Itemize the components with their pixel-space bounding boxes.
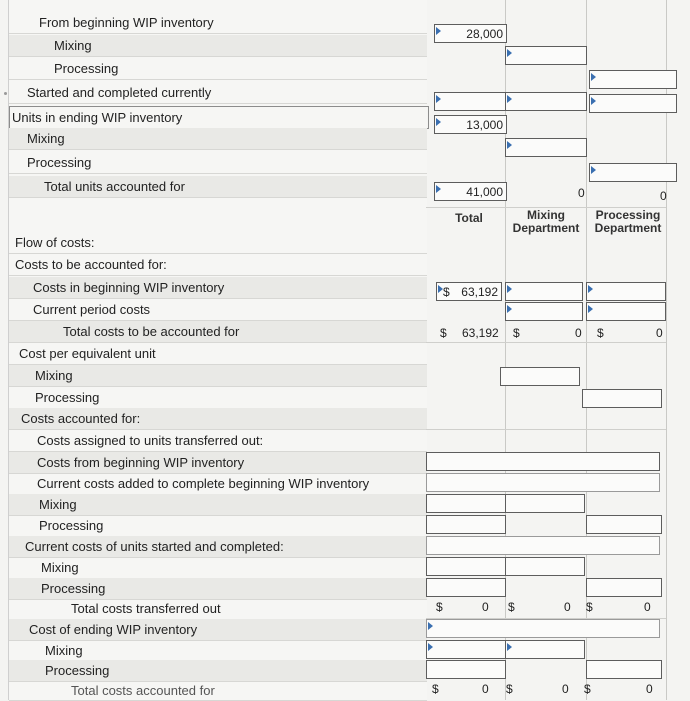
total-units-mixing-value: 0	[578, 186, 585, 200]
ewip-mixing-total-input[interactable]	[426, 640, 506, 659]
ewip-mixing-dept-input[interactable]	[505, 640, 585, 659]
row-label: Costs in beginning WIP inventory	[33, 280, 225, 295]
transferred-mixing-value: 0	[564, 600, 571, 614]
row-label: Costs from beginning WIP inventory	[37, 455, 245, 470]
row-divider	[426, 207, 666, 208]
row-label: Processing	[54, 61, 119, 76]
input-marker-icon	[507, 285, 512, 293]
row-label: Cost of ending WIP inventory	[29, 622, 198, 637]
costs-beginning-wip-total-input[interactable]	[436, 282, 502, 301]
currency-sign: $	[508, 600, 515, 614]
beginning-wip-mixing-input[interactable]	[505, 46, 587, 65]
total-costs-total-value: 63,192	[462, 326, 499, 340]
started-completed-mixing-input[interactable]	[505, 92, 587, 111]
currency-sign: $	[436, 600, 443, 614]
row-label: Mixing	[39, 497, 77, 512]
transferred-total-value: 0	[482, 600, 489, 614]
row-label: Cost per equivalent unit	[19, 346, 156, 361]
input-marker-icon	[591, 166, 596, 174]
current-costs-complete-row-input[interactable]	[426, 473, 660, 492]
total-units-processing-value: 0	[660, 189, 667, 203]
cost-per-eu-processing-input[interactable]	[582, 389, 662, 408]
currency-sign: $	[506, 682, 513, 696]
current-costs-mixing-input[interactable]	[505, 302, 583, 321]
input-marker-icon	[588, 285, 593, 293]
row-label: Costs to be accounted for:	[15, 257, 167, 272]
row-label: Total units accounted for	[44, 179, 185, 194]
total-costs-mixing-value: 0	[575, 326, 582, 340]
input-marker-icon	[436, 27, 441, 35]
started-completed-total-input[interactable]	[434, 92, 507, 111]
currency-sign: $	[440, 326, 447, 340]
row-label: Mixing	[45, 643, 83, 658]
row-label: Processing	[45, 663, 110, 678]
row-label: Current costs of units started and completed:	[25, 539, 284, 554]
input-value: 13,000	[466, 118, 503, 132]
input-marker-icon	[507, 49, 512, 57]
transfer-mixing-total-input[interactable]	[426, 494, 506, 513]
row-label: Flow of costs:	[15, 235, 95, 250]
input-marker-icon	[588, 305, 593, 313]
header-mixing-department: Mixing Department	[512, 208, 580, 235]
row-label: Processing	[39, 518, 104, 533]
currency-sign: $	[432, 682, 439, 696]
row-label: Total costs to be accounted for	[63, 324, 240, 339]
input-marker-icon	[591, 97, 596, 105]
beginning-wip-total-input[interactable]	[434, 24, 507, 43]
input-marker-icon	[507, 305, 512, 313]
input-marker-icon	[507, 95, 512, 103]
transfer-processing-total-input[interactable]	[426, 515, 506, 534]
row-label: Costs assigned to units transferred out:	[37, 433, 264, 448]
row-label: Mixing	[27, 131, 65, 146]
sc-processing-dept-input[interactable]	[586, 578, 662, 597]
row-label: Started and completed currently	[27, 85, 212, 100]
bullet-dot	[4, 92, 7, 95]
input-marker-icon	[436, 118, 441, 126]
beginning-wip-processing-input[interactable]	[589, 70, 677, 89]
input-marker-icon	[428, 643, 433, 651]
accounted-processing-value: 0	[646, 682, 653, 696]
ewip-processing-total-input[interactable]	[426, 660, 506, 679]
transferred-processing-value: 0	[644, 600, 651, 614]
sc-processing-total-input[interactable]	[426, 578, 506, 597]
ending-wip-mixing-input[interactable]	[505, 138, 587, 157]
row-label: Processing	[41, 581, 106, 596]
row-label: Current period costs	[33, 302, 151, 317]
currency-sign: $	[586, 600, 593, 614]
ewip-processing-dept-input[interactable]	[586, 660, 662, 679]
row-label: Total costs accounted for	[71, 683, 215, 698]
currency-sign: $	[597, 326, 604, 340]
row-label: From beginning WIP inventory	[39, 15, 214, 30]
row-label: Total costs transferred out	[71, 601, 221, 616]
accounted-mixing-value: 0	[562, 682, 569, 696]
ending-wip-total-input[interactable]	[434, 115, 507, 134]
currency-sign: $	[443, 285, 450, 299]
header-total: Total	[455, 211, 483, 225]
ending-wip-processing-input[interactable]	[589, 163, 677, 182]
transfer-mixing-dept-input[interactable]	[505, 494, 585, 513]
current-costs-processing-input[interactable]	[586, 302, 666, 321]
total-units-total-input[interactable]	[434, 182, 507, 201]
started-completed-processing-input[interactable]	[589, 94, 677, 113]
total-costs-processing-value: 0	[656, 326, 663, 340]
row-label: Units in ending WIP inventory	[12, 110, 183, 125]
costs-beginning-wip-processing-input[interactable]	[586, 282, 666, 301]
row-divider	[426, 342, 666, 343]
row-label: Processing	[27, 155, 92, 170]
ending-wip-costs-row-input[interactable]	[426, 619, 660, 638]
input-value: 63,192	[461, 285, 498, 299]
row-label: Mixing	[35, 368, 73, 383]
row-label: Processing	[35, 390, 100, 405]
accounted-total-value: 0	[482, 682, 489, 696]
row-label: Costs accounted for:	[21, 411, 141, 426]
input-marker-icon	[507, 643, 512, 651]
header-processing-department: Processing Department	[594, 208, 662, 235]
started-completed-costs-row-input[interactable]	[426, 536, 660, 555]
transfer-processing-dept-input[interactable]	[586, 515, 662, 534]
sc-mixing-total-input[interactable]	[426, 557, 506, 576]
row-divider	[426, 429, 666, 430]
input-value: 28,000	[466, 27, 503, 41]
row-label: Current costs added to complete beginning WIP inventory	[37, 476, 370, 491]
row-label: Mixing	[54, 38, 92, 53]
input-marker-icon	[436, 95, 441, 103]
row-divider	[426, 618, 666, 619]
row-label: Mixing	[41, 560, 79, 575]
cost-per-eu-mixing-input[interactable]	[500, 367, 580, 386]
currency-sign: $	[584, 682, 591, 696]
costs-beginning-wip-row-input[interactable]	[426, 452, 660, 471]
input-marker-icon	[591, 73, 596, 81]
input-value: 41,000	[466, 185, 503, 199]
costs-beginning-wip-mixing-input[interactable]	[505, 282, 583, 301]
currency-sign: $	[513, 326, 520, 340]
input-marker-icon	[436, 185, 441, 193]
input-marker-icon	[507, 141, 512, 149]
sc-mixing-dept-input[interactable]	[505, 557, 585, 576]
row-labels	[8, 0, 427, 700]
input-marker-icon	[428, 622, 433, 630]
